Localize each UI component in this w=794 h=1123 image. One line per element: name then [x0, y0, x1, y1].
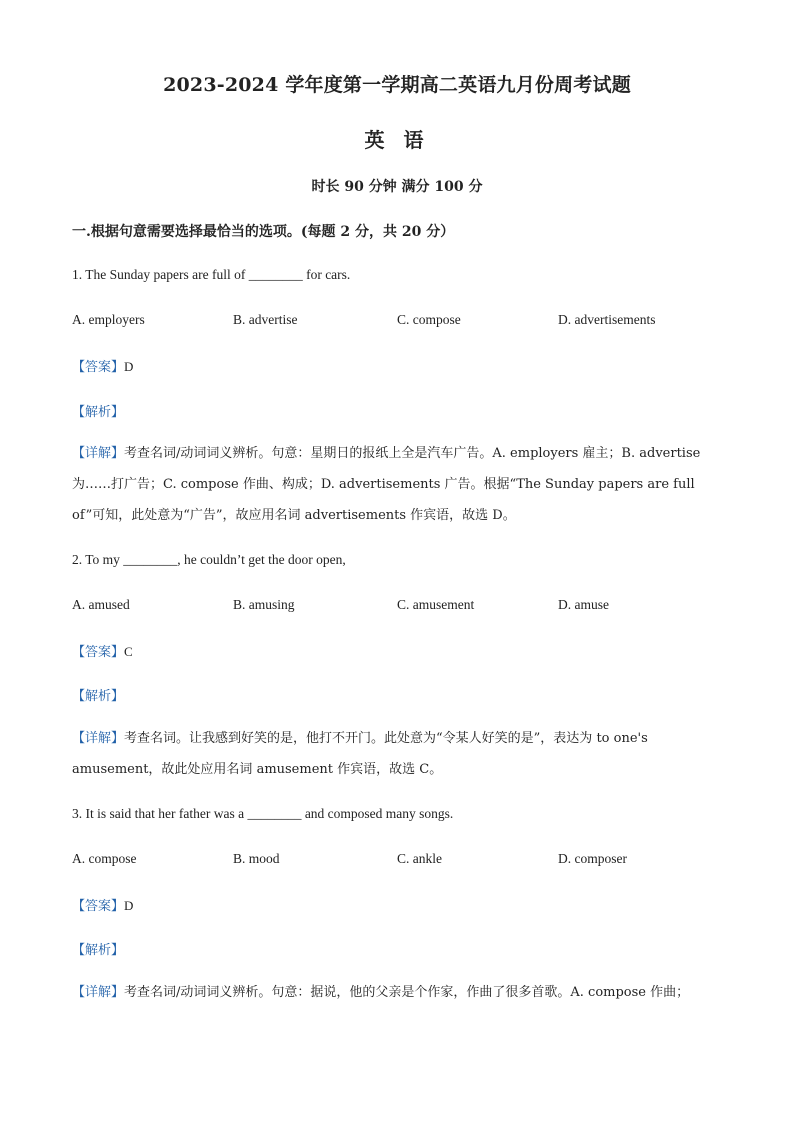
question-1-text: 1. The Sunday papers are full of ________ for cars. — [72, 267, 351, 282]
detail-text: 考查名词。让我感到好笑的是，他打不开门。此处意为“令某人好笑的是”，表达为 to one's amusement，故此处应用名词 amusement 作宾语，故选 C。 — [72, 731, 648, 777]
option-b: B. mood — [233, 851, 280, 866]
option-c: C. compose — [397, 312, 461, 327]
detail-label: 【详解】 — [72, 731, 125, 746]
option-b: B. advertise — [233, 312, 298, 327]
option-c: C. ankle — [397, 851, 442, 866]
question-3-text: 3. It is said that her father was a ________ and composed many songs. — [72, 806, 454, 821]
answer-label: 【答案】 — [72, 899, 125, 914]
option-c: C. amusement — [397, 597, 475, 612]
question-1-detail — [72, 438, 722, 531]
option-a: A. compose — [72, 851, 137, 866]
question-2-text: 2. To my ________, he couldn’t get the door open, — [72, 552, 346, 567]
option-d: D. amuse — [558, 597, 609, 612]
answer-value: D — [124, 898, 134, 913]
analysis-label: 【解析】 — [72, 405, 125, 420]
exam-duration: 时长 90 分钟 满分 100 分 — [311, 179, 483, 195]
answer-label: 【答案】 — [72, 645, 125, 660]
option-a: A. employers — [72, 312, 145, 327]
option-a: A. amused — [72, 597, 130, 612]
question-3-analysis — [72, 939, 124, 958]
question-2-analysis — [72, 685, 124, 704]
detail-label: 【详解】 — [72, 446, 125, 461]
detail-label: 【详解】 — [72, 985, 125, 1000]
detail-text: 考查名词/动词词义辨析。句意：据说，他的父亲是个作家，作曲了很多首歌。A. compose 作曲； — [124, 985, 690, 1000]
analysis-label: 【解析】 — [72, 943, 125, 958]
option-d: D. advertisements — [558, 312, 656, 327]
subject-heading: 英 语 — [364, 128, 430, 152]
question-2-detail — [72, 723, 722, 785]
question-3-answer — [72, 895, 133, 914]
detail-text: 考查名词/动词词义辨析。句意：星期日的报纸上全是汽车广告。A. employers 雇主；B. advertise 为……打广告；C. compose 作曲、构成；D. advertisements 广告。根据“The Sunday papers are full of”可知，此处意为“广告”，故应用名词 advertisements 作宾语，故选 D。 — [72, 446, 701, 523]
question-1-answer — [72, 356, 133, 375]
question-3-detail — [72, 977, 722, 1008]
exam-title: 2023-2024 学年度第一学期高二英语九月份周考试题 — [163, 74, 631, 96]
analysis-label: 【解析】 — [72, 689, 125, 704]
answer-value: C — [124, 644, 133, 659]
section-heading: 一.根据句意需要选择最恰当的选项。(每题 2 分，共 20 分） — [72, 224, 455, 240]
question-2-answer — [72, 641, 133, 660]
question-1-analysis — [72, 401, 124, 420]
answer-value: D — [124, 359, 134, 374]
answer-label: 【答案】 — [72, 360, 125, 375]
option-d: D. composer — [558, 851, 627, 866]
option-b: B. amusing — [233, 597, 295, 612]
